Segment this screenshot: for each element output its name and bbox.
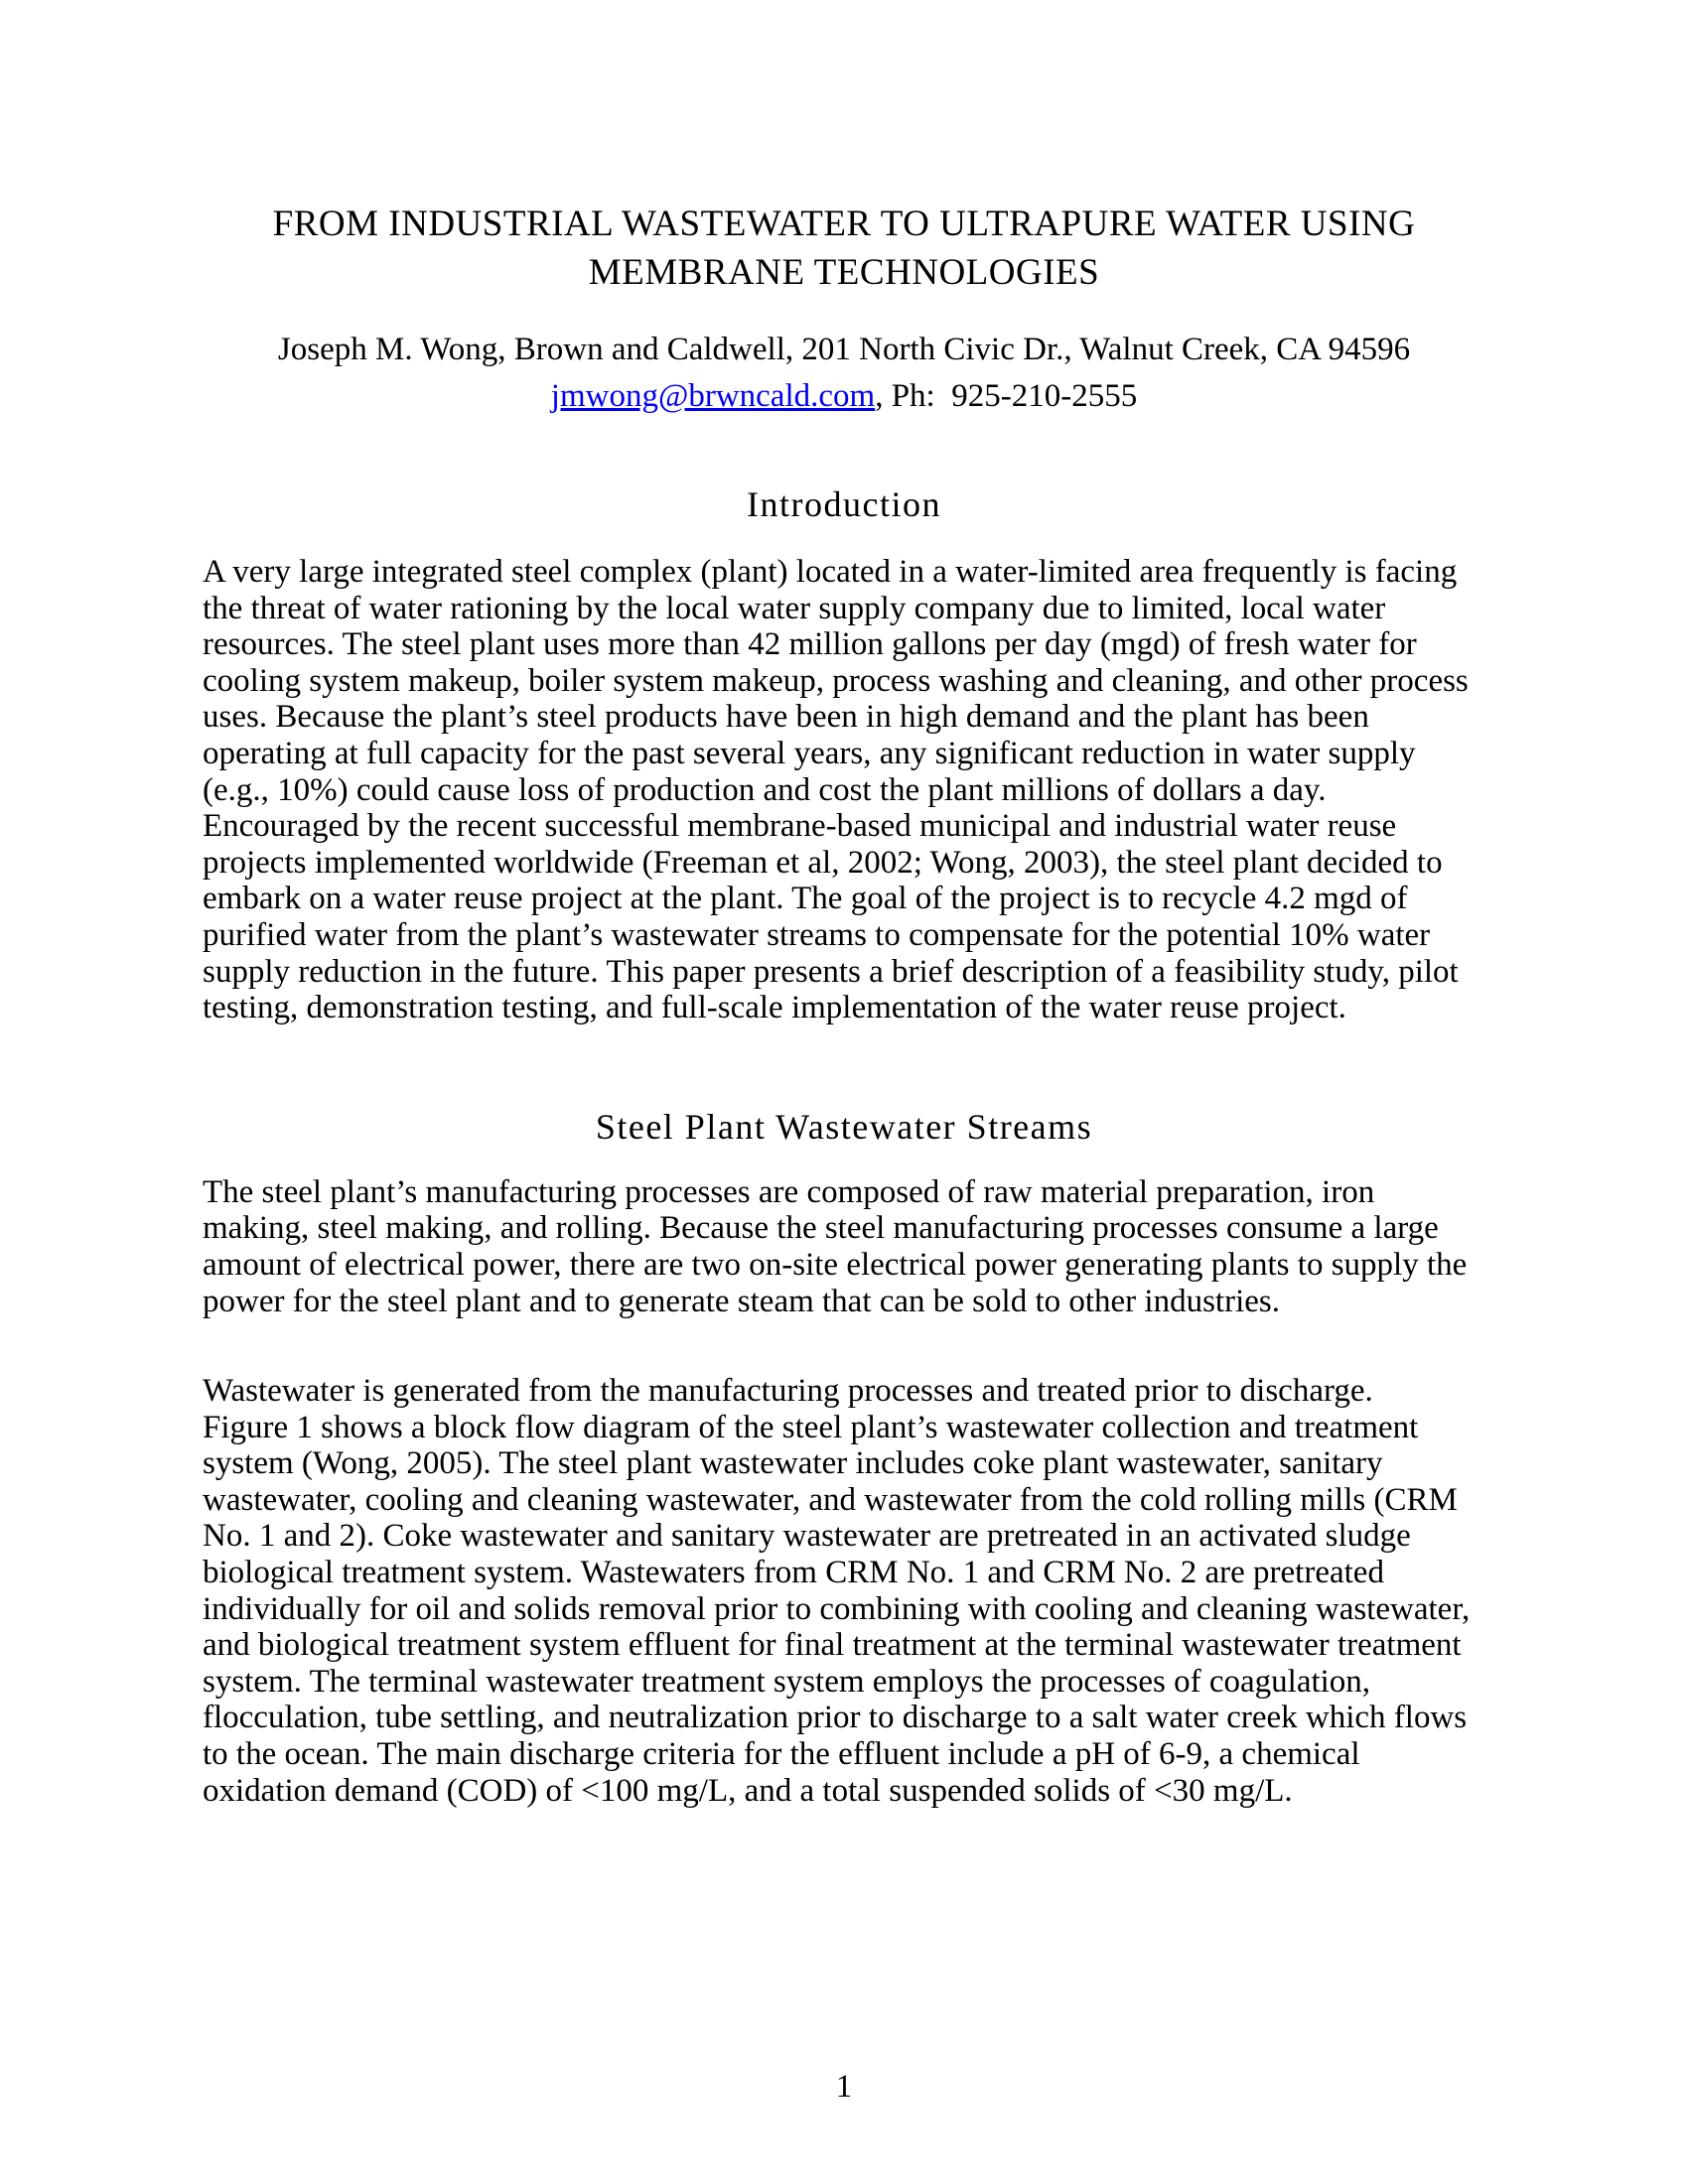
text-line: and biological treatment system effluent for final treatment at the terminal wastewater treatment xyxy=(203,1627,1462,1664)
text-line: Wastewater is generated from the manufacturing processes and treated prior to discharge. xyxy=(203,1373,1373,1410)
paragraph-wastewater-treatment xyxy=(203,1373,1485,1809)
paragraph-introduction xyxy=(203,554,1485,1026)
text-line: Encouraged by the recent successful membrane-based municipal and industrial water reuse xyxy=(203,808,1397,845)
text-line: to the ocean. The main discharge criteria for the effluent include a pH of 6-9, a chemical xyxy=(203,1736,1360,1773)
text-line: oxidation demand (COD) of <100 mg/L, and a total suspended solids of <30 mg/L. xyxy=(203,1772,1293,1809)
text-line: Figure 1 shows a block flow diagram of the steel plant’s wastewater collection and treatment xyxy=(203,1409,1419,1445)
text-line: supply reduction in the future. This paper presents a brief description of a feasibility study, pilot xyxy=(203,953,1459,990)
text-line: No. 1 and 2). Coke wastewater and sanitary wastewater are pretreated in an activated sludge xyxy=(203,1518,1411,1555)
title-line-2: MEMBRANE TECHNOLOGIES xyxy=(588,252,1100,293)
text-line: system. The terminal wastewater treatment system employs the processes of coagulation, xyxy=(203,1663,1371,1700)
text-line: resources. The steel plant uses more than 42 million gallons per day (mgd) of fresh water for xyxy=(203,626,1417,663)
text-line: flocculation, tube settling, and neutralization prior to discharge to a salt water creek which flows xyxy=(203,1700,1468,1736)
byline: Joseph M. Wong, Brown and Caldwell, 201 North Civic Dr., Walnut Creek, CA 94596 xyxy=(277,332,1411,367)
text-line: projects implemented worldwide (Freeman et al, 2002; Wong, 2003), the steel plant decided to xyxy=(203,844,1443,881)
text-line: purified water from the plant’s wastewater streams to compensate for the potential 10% water xyxy=(203,916,1431,953)
text-line: A very large integrated steel complex (plant) located in a water-limited area frequently is facing xyxy=(203,554,1458,590)
text-line: amount of electrical power, there are two on-site electrical power generating plants to supply the xyxy=(203,1246,1468,1283)
text-line: power for the steel plant and to generate steam that can be sold to other industries. xyxy=(203,1283,1280,1319)
text-line: biological treatment system. Wastewaters from CRM No. 1 and CRM No. 2 are pretreated xyxy=(203,1555,1384,1591)
section-heading-steel-plant-wastewater-streams: Steel Plant Wastewater Streams xyxy=(595,1106,1093,1147)
text-line: testing, demonstration testing, and full-scale implementation of the water reuse project. xyxy=(203,990,1346,1026)
text-line: individually for oil and solids removal prior to combining with cooling and cleaning wastewater, xyxy=(203,1590,1471,1627)
text-line: operating at full capacity for the past several years, any significant reduction in water supply xyxy=(203,735,1416,771)
text-line: system (Wong, 2005). The steel plant wastewater includes coke plant wastewater, sanitary xyxy=(203,1445,1383,1482)
text-line: embark on a water reuse project at the plant. The goal of the project is to recycle 4.2 mgd of xyxy=(203,881,1408,917)
section-heading-introduction: Introduction xyxy=(747,484,941,524)
contact-line xyxy=(203,373,1485,420)
text-line: uses. Because the plant’s steel products have been in high demand and the plant has been xyxy=(203,699,1369,736)
title-line-1: FROM INDUSTRIAL WASTEWATER TO ULTRAPURE WATER USING xyxy=(272,204,1416,244)
document-title xyxy=(203,200,1485,297)
text-line: wastewater, cooling and cleaning wastewater, and wastewater from the cold rolling mills (CRM xyxy=(203,1481,1458,1518)
paragraph-manufacturing-processes xyxy=(203,1174,1485,1319)
text-line: The steel plant’s manufacturing processes are composed of raw material preparation, iron xyxy=(203,1173,1375,1210)
text-line: cooling system makeup, boiler system makeup, process washing and cleaning, and other process xyxy=(203,662,1469,699)
email-link[interactable]: jmwong@brwncald.com xyxy=(550,378,876,414)
text-line: making, steel making, and rolling. Because the steel manufacturing processes consume a large xyxy=(203,1210,1439,1247)
text-line: (e.g., 10%) could cause loss of production and cost the plant millions of dollars a day. xyxy=(203,771,1327,808)
text-line: the threat of water rationing by the local water supply company due to limited, local water xyxy=(203,590,1386,626)
author-block xyxy=(203,327,1485,420)
document-content xyxy=(203,200,1485,2107)
page-number: 1 xyxy=(835,2069,853,2106)
phone-text: , Ph: 925-210-2555 xyxy=(875,378,1138,414)
